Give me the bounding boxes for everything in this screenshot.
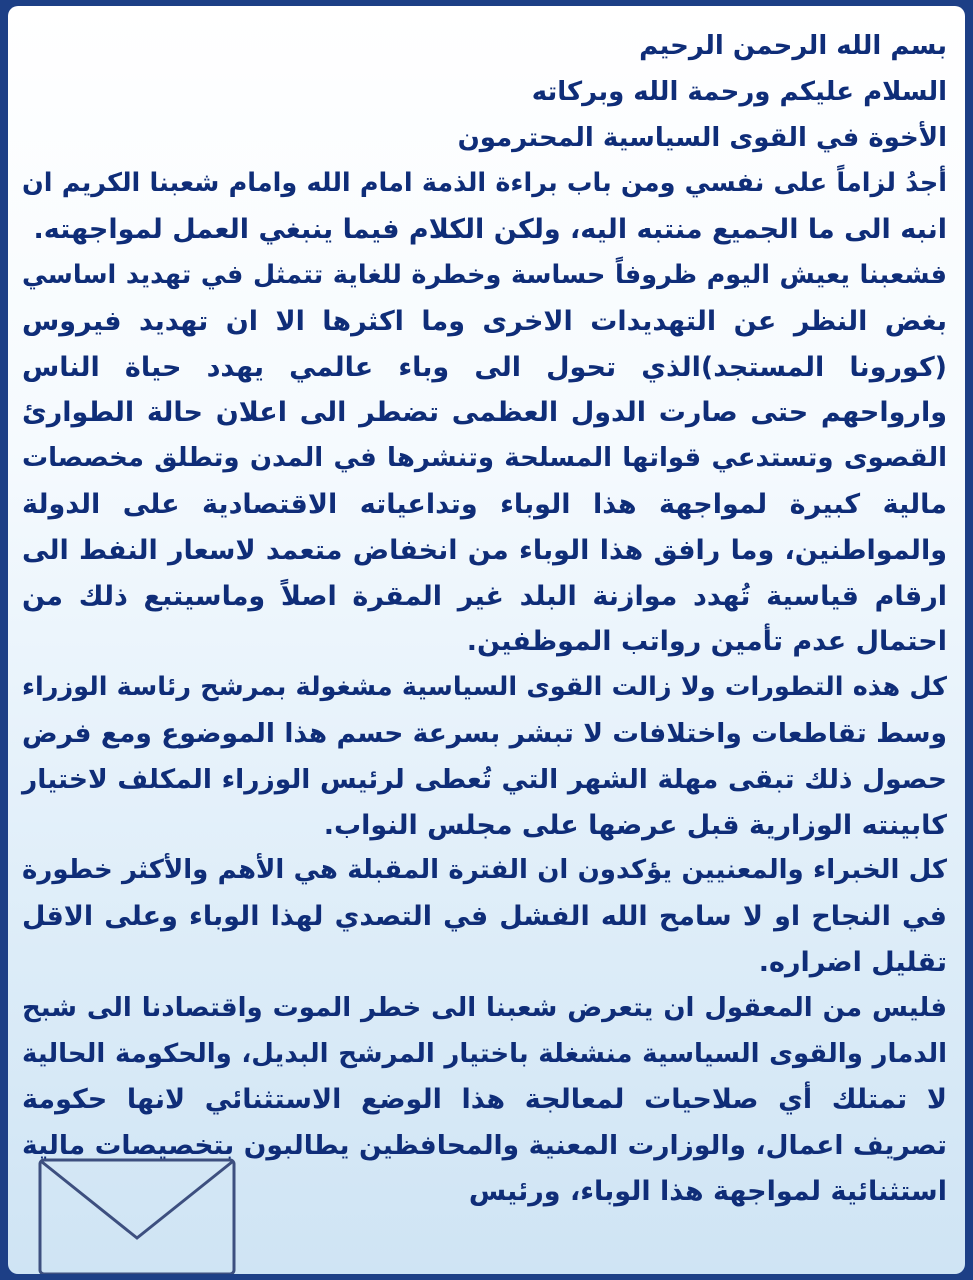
letter-line: والمواطنين، وما رافق هذا الوباء من انخفاض متعمد لاسعار النفط الى [22, 534, 947, 566]
letter-line: وسط تقاطعات واختلافات لا تبشر بسرعة حسم هذا الموضوع ومع فرض [22, 717, 947, 749]
letter-line: في النجاح او لا سامح الله الفشل في التصدي لهذا الوباء وعلى الاقل [22, 901, 947, 933]
letter-line: مالية كبيرة لمواجهة هذا الوباء وتداعياته الاقتصادية على الدولة [22, 488, 947, 520]
letter-line: أجدُ لزاماً على نفسي ومن باب براءة الذمة امام الله وامام شعبنا الكريم ان [22, 168, 947, 199]
letter-greeting: السلام عليكم ورحمة الله وبركاته [531, 76, 947, 107]
letter-line: حصول ذلك تبقى مهلة الشهر التي تُعطى لرئيس الوزراء المكلف لاختيار [22, 763, 947, 795]
letter-line: استثنائية لمواجهة هذا الوباء، ورئيس [468, 1175, 947, 1207]
letter-line: انبه الى ما الجميع منتبه اليه، ولكن الكلام فيما ينبغي العمل لمواجهته. [33, 214, 947, 246]
letter-line: فشعبنا يعيش اليوم ظروفاً حساسة وخطرة للغاية تتمثل في تهديد اساسي [22, 259, 947, 290]
letter-line: (كورونا المستجد)الذي تحول الى وباء عالمي يهدد حياة الناس [22, 351, 947, 383]
letter-line: كابينته الوزارية قبل عرضها على مجلس النواب. [323, 809, 947, 841]
letter-line: الدمار والقوى السياسية منشغلة باختيار المرشح البديل، والحكومة الحالية [22, 1038, 947, 1069]
letter-line: وارواحهم حتى صارت الدول العظمى تضطر الى اعلان حالة الطوارئ [22, 397, 947, 429]
letter-line: تقليل اضراره. [758, 946, 947, 978]
letter-line: لا تمتلك أي صلاحيات لمعالجة هذا الوضع الاستثنائي لانها حكومة [22, 1084, 947, 1116]
letter-line: تصريف اعمال، والوزارت المعنية والمحافظين يطالبون بتخصيصات مالية [22, 1130, 947, 1162]
letter-line: كل الخبراء والمعنيين يؤكدون ان الفترة المقبلة هي الأهم والأكثر خطورة [22, 855, 947, 886]
envelope-icon[interactable] [38, 1158, 236, 1274]
letter-line: ارقام قياسية تُهدد موازنة البلد غير المقرة اصلاً وماسيتبع ذلك من [22, 580, 947, 612]
letter-line: احتمال عدم تأمين رواتب الموظفين. [466, 626, 947, 658]
letter-body [22, 24, 947, 1215]
letter-line: القصوى وتستدعي قواتها المسلحة وتنشرها في المدن وتطلق مخصصات [22, 443, 947, 474]
letter-basmala: بسم الله الرحمن الرحيم [639, 31, 947, 61]
letter-salutation: الأخوة في القوى السياسية المحترمون [457, 122, 947, 153]
letter-card [8, 6, 965, 1274]
letter-line: فليس من المعقول ان يتعرض شعبنا الى خطر الموت واقتصادنا الى شبح [22, 992, 947, 1023]
letter-line: كل هذه التطورات ولا زالت القوى السياسية مشغولة بمرشح رئاسة الوزراء [22, 672, 947, 703]
letter-line: بغض النظر عن التهديدات الاخرى وما اكثرها الا ان تهديد فيروس [22, 305, 947, 337]
